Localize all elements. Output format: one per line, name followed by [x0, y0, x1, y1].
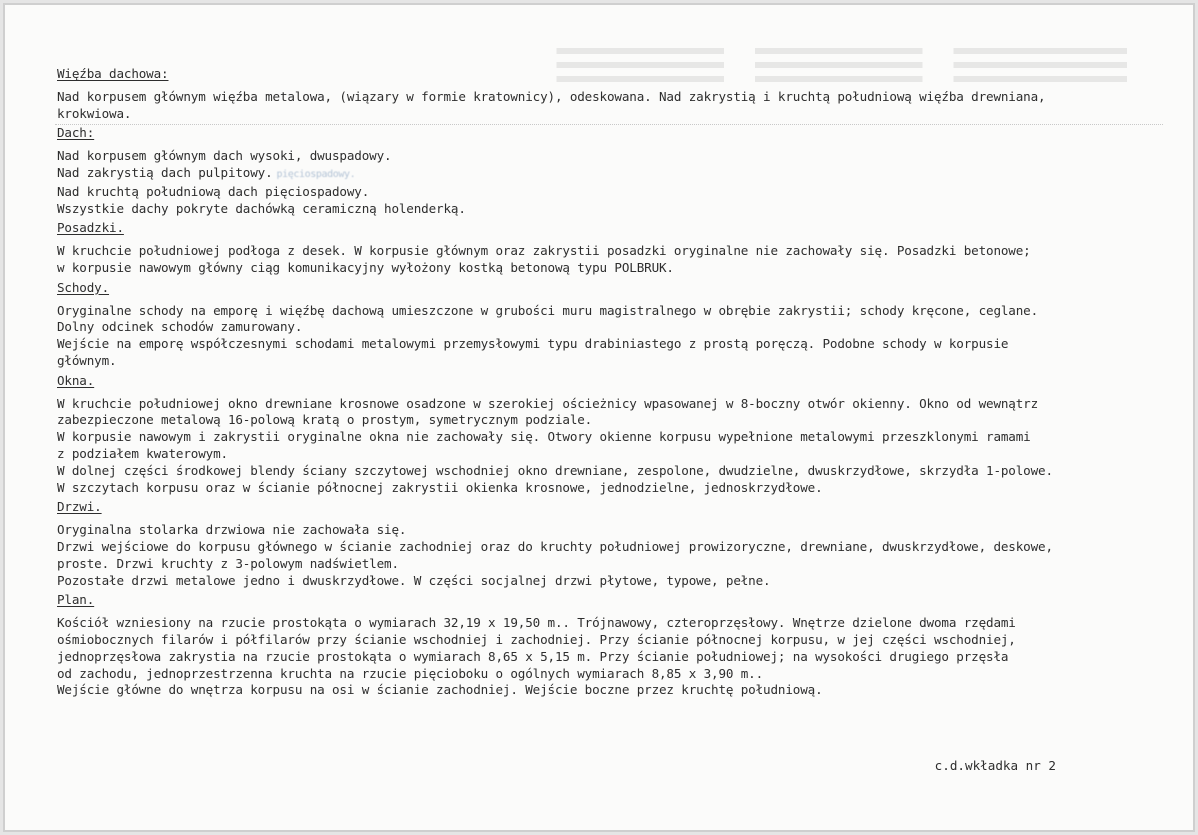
section [57, 66, 1167, 122]
text-line-content: Nad korpusem głównym dach wysoki, dwuspadowy. [57, 148, 392, 164]
section-text [57, 148, 1167, 217]
text-line [57, 463, 1167, 480]
text-line [57, 649, 1167, 666]
section-text [57, 243, 1167, 277]
text-line [57, 165, 1167, 184]
text-line [57, 615, 1167, 632]
text-line [57, 429, 1167, 446]
text-line-content: z podziałem kwaterowym. [57, 445, 228, 461]
text-line [57, 148, 1167, 165]
text-line-content: krokwiowa. [57, 105, 132, 121]
text-line-content: w korpusie nawowym główny ciąg komunikacyjny wyłożony kostką betonową typu POLBRUK. [57, 259, 674, 275]
text-line-content: Nad zakrystią dach pulpitowy. [57, 164, 273, 180]
section-heading: Dach: [57, 125, 95, 141]
text-line-content: Nad korpusem głównym więźba metalowa, (wiązary w formie kratownicy), odeskowana. Nad zakrystią i kruchtą południową więźba drewniana, [57, 88, 1046, 104]
section [57, 280, 1167, 370]
text-line [57, 319, 1167, 336]
section-text [57, 303, 1167, 370]
text-line-content: głównym. [57, 352, 117, 368]
text-line [57, 632, 1167, 649]
text-line-content: Pozostałe drzwi metalowe jedno i dwuskrzydłowe. W części socjalnej drzwi płytowe, typowe, pełne. [57, 572, 771, 588]
text-line [57, 353, 1167, 370]
section [57, 499, 1167, 589]
section-heading: Plan. [57, 592, 95, 608]
text-line-content: zabezpieczone metalową 16-polową kratą o prostym, symetrycznym podziale. [57, 412, 593, 428]
text-line [57, 682, 1167, 699]
text-line [57, 480, 1167, 497]
text-line-content: Oryginalne schody na emporę i więźbę dachową umieszczone w grubości muru magistralnego w obrębie zakrystii; schody kręcone, ceglane. [57, 302, 1039, 318]
text-line [57, 260, 1167, 277]
text-line-content: W dolnej części środkowej blendy ściany szczytowej wschodniej okno drewniane, zespolone, dwudzielne, dwuskrzydłowe, skrzydła 1-polowe. [57, 462, 1053, 478]
continuation-note: c.d.wkładka nr 2 [934, 758, 1056, 773]
text-line [57, 446, 1167, 463]
text-line-content: od zachodu, jednoprzestrzenna kruchta na rzucie pięcioboku o ogólnych wymiarach 8,85 x 3,90 m.. [57, 665, 764, 681]
section [57, 125, 1167, 217]
section [57, 220, 1167, 276]
text-line-content: Drzwi wejściowe do korpusu głównego w ścianie zachodniej oraz do kruchty południowej prowizoryczne, drewniane, dwuskrzydłowe, deskowe, [57, 538, 1053, 554]
text-line-content: Wszystkie dachy pokryte dachówką ceramiczną holenderką. [57, 200, 466, 216]
text-line [57, 666, 1167, 683]
text-line [57, 303, 1167, 320]
text-line [57, 522, 1167, 539]
section-heading: Schody. [57, 279, 110, 295]
text-line-content: Oryginalna stolarka drzwiowa nie zachowała się. [57, 522, 407, 538]
section-heading: Drzwi. [57, 499, 102, 515]
text-line [57, 89, 1167, 106]
text-line-content: proste. Drzwi kruchty z 3-polowym nadświetlem. [57, 555, 399, 571]
text-line-content: Wejście główne do wnętrza korpusu na osi w ścianie zachodniej. Wejście boczne przez kruchtę południową. [57, 682, 823, 698]
text-line [57, 412, 1167, 429]
section-heading: Posadzki. [57, 220, 124, 236]
section-text [57, 522, 1167, 589]
section-text [57, 396, 1167, 497]
text-line [57, 106, 1167, 123]
text-line-content: W korpusie nawowym i zakrystii oryginalne okna nie zachowały się. Otwory okienne korpusu wypełnione metalowymi przeszklonymi ramami [57, 429, 1031, 445]
text-line-content: W kruchcie południowej okno drewniane krosnowe osadzone w szerokiej ościeżnicy wpasowanej w 8-boczny otwór okienny. Okno od wewnątrz [57, 395, 1039, 411]
faded-erased-text: pięciospadowy. [276, 168, 356, 180]
section-heading: Więźba dachowa: [57, 66, 169, 81]
section [57, 373, 1167, 497]
text-line [57, 184, 1167, 201]
document-body [57, 66, 1167, 702]
section-text [57, 89, 1167, 123]
text-line [57, 539, 1167, 556]
text-line-content: Kościół wzniesiony na rzucie prostokąta o wymiarach 32,19 x 19,50 m.. Trójnawowy, czteroprzęsłowy. Wnętrze dzielone dwoma rzędami [57, 615, 1016, 631]
text-line [57, 243, 1167, 260]
text-line [57, 556, 1167, 573]
text-line-content: Wejście na emporę współczesnymi schodami metalowymi przemysłowymi typu drabiniastego z prostą poręczą. Podobne schody w korpusie [57, 336, 1009, 352]
section-heading: Okna. [57, 372, 95, 388]
text-line [57, 396, 1167, 413]
text-line-content: W kruchcie południowej podłoga z desek. W korpusie głównym oraz zakrystii posadzki oryginalne nie zachowały się. Posadzki betonowe; [57, 243, 1031, 259]
section [57, 592, 1167, 699]
section-text [57, 615, 1167, 699]
text-line-content: Nad kruchtą południową dach pięciospadowy. [57, 183, 370, 199]
text-line [57, 573, 1167, 590]
text-line-content: Dolny odcinek schodów zamurowany. [57, 319, 303, 335]
text-line-content: jednoprzęsłowa zakrystia na rzucie prostokąta o wymiarach 8,65 x 5,15 m. Przy ścianie południowej; na wysokości drugiego przęsła [57, 648, 1009, 664]
text-line-content: W szczytach korpusu oraz w ścianie północnej zakrystii okienka krosnowe, jednodzielne, jednoskrzydłowe. [57, 479, 823, 495]
text-line [57, 336, 1167, 353]
text-line-content: ośmiobocznych filarów i półfilarów przy ścianie wschodniej i zachodniej. Przy ścianie północnej korpusu, w jej części wschodniej, [57, 631, 1016, 647]
text-line [57, 201, 1167, 218]
